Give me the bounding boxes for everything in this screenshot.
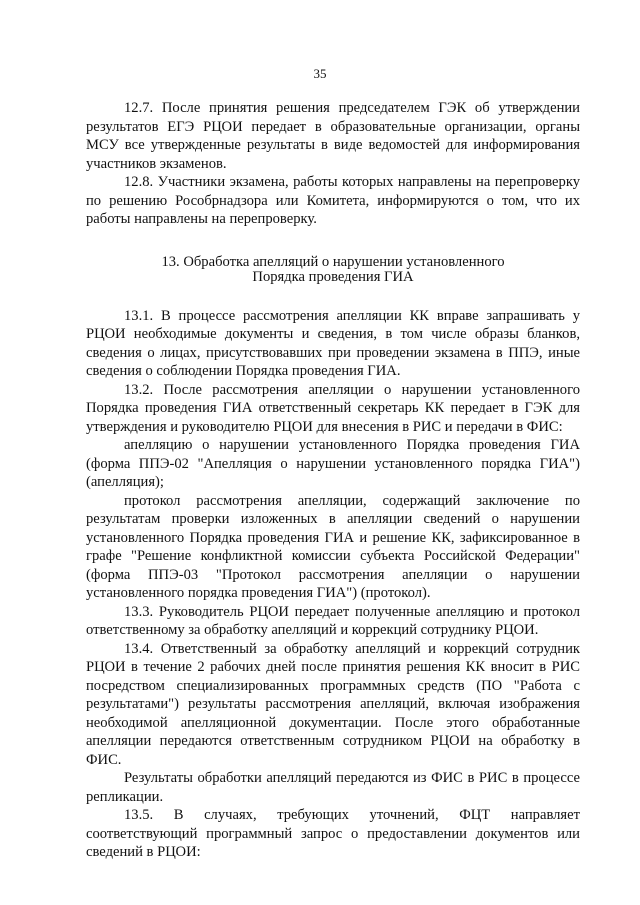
paragraph-13-3: 13.3. Руководитель РЦОИ передает полученные апелляцию и протокол ответственному за обработку апелляций и коррекций сотруднику РЦОИ. (86, 603, 580, 638)
paragraph-replication: Результаты обработки апелляций передаются из ФИС в РИС в процессе репликации. (86, 770, 580, 805)
paragraph-protocol-item: протокол рассмотрения апелляции, содержащий заключение по результатам проверки изложенных в апелляции сведений о нарушении установленного Порядка проведения ГИА и решение КК, зафиксированное в графе "Решение конфликтной комиссии субъекта Российской Федерации" (форма ППЭ-03 "Протокол рассмотрения апелляции о нарушении установленного порядка проведения ГИА") (протокол). (86, 492, 580, 601)
section-heading-line-2: Порядка проведения ГИА (252, 268, 414, 285)
paragraph-13-2: 13.2. После рассмотрения апелляции о нарушении установленного Порядка проведения ГИА ответственный секретарь КК передает в ГЭК для утверждения и руководителю РЦОИ для внесения в РИС и передачи в ФИС: (86, 381, 580, 435)
document-body (86, 99, 580, 862)
paragraph-12-7: 12.7. После принятия решения председателем ГЭК об утверждении результатов ЕГЭ РЦОИ передает в образовательные организации, органы МСУ все утвержденные результаты в виде ведомостей для информирования участников экзаменов. (86, 100, 580, 172)
section-heading-line-1: 13. Обработка апелляций о нарушении установленного (161, 253, 505, 270)
section-heading (86, 255, 580, 285)
paragraph-13-4: 13.4. Ответственный за обработку апелляций и коррекций сотрудник РЦОИ в течение 2 рабочих дней после принятия решения КК вносит в РИС посредством специализированных программных средств (ПО "Работа с результатами") результаты рассмотрения апелляций, включая изображения необходимой апелляционной документации. После этого обработанные апелляции передаются ответственным сотрудником РЦОИ на обработку в ФИС. (86, 640, 580, 768)
paragraph-13-1: 13.1. В процессе рассмотрения апелляции КК вправе запрашивать у РЦОИ необходимые документы и сведения, в том числе образы бланков, сведения о лицах, присутствовавших при проведении экзамена в ППЭ, иные сведения о соблюдении Порядка проведения ГИА. (86, 307, 580, 379)
paragraph-12-8: 12.8. Участники экзамена, работы которых направлены на перепроверку по решению Рособрнадзора или Комитета, информируются о том, что их работы направлены на перепроверку. (86, 174, 580, 227)
paragraph-appeal-item: апелляцию о нарушении установленного Порядка проведения ГИА (форма ППЭ-02 "Апелляция о нарушении установленного порядка ГИА") (апелляция); (86, 437, 580, 490)
page-number: 35 (313, 66, 327, 81)
paragraph-13-5: 13.5. В случаях, требующих уточнений, ФЦТ направляет соответствующий программный запрос о предоставлении документов или сведений в РЦОИ: (86, 807, 580, 860)
